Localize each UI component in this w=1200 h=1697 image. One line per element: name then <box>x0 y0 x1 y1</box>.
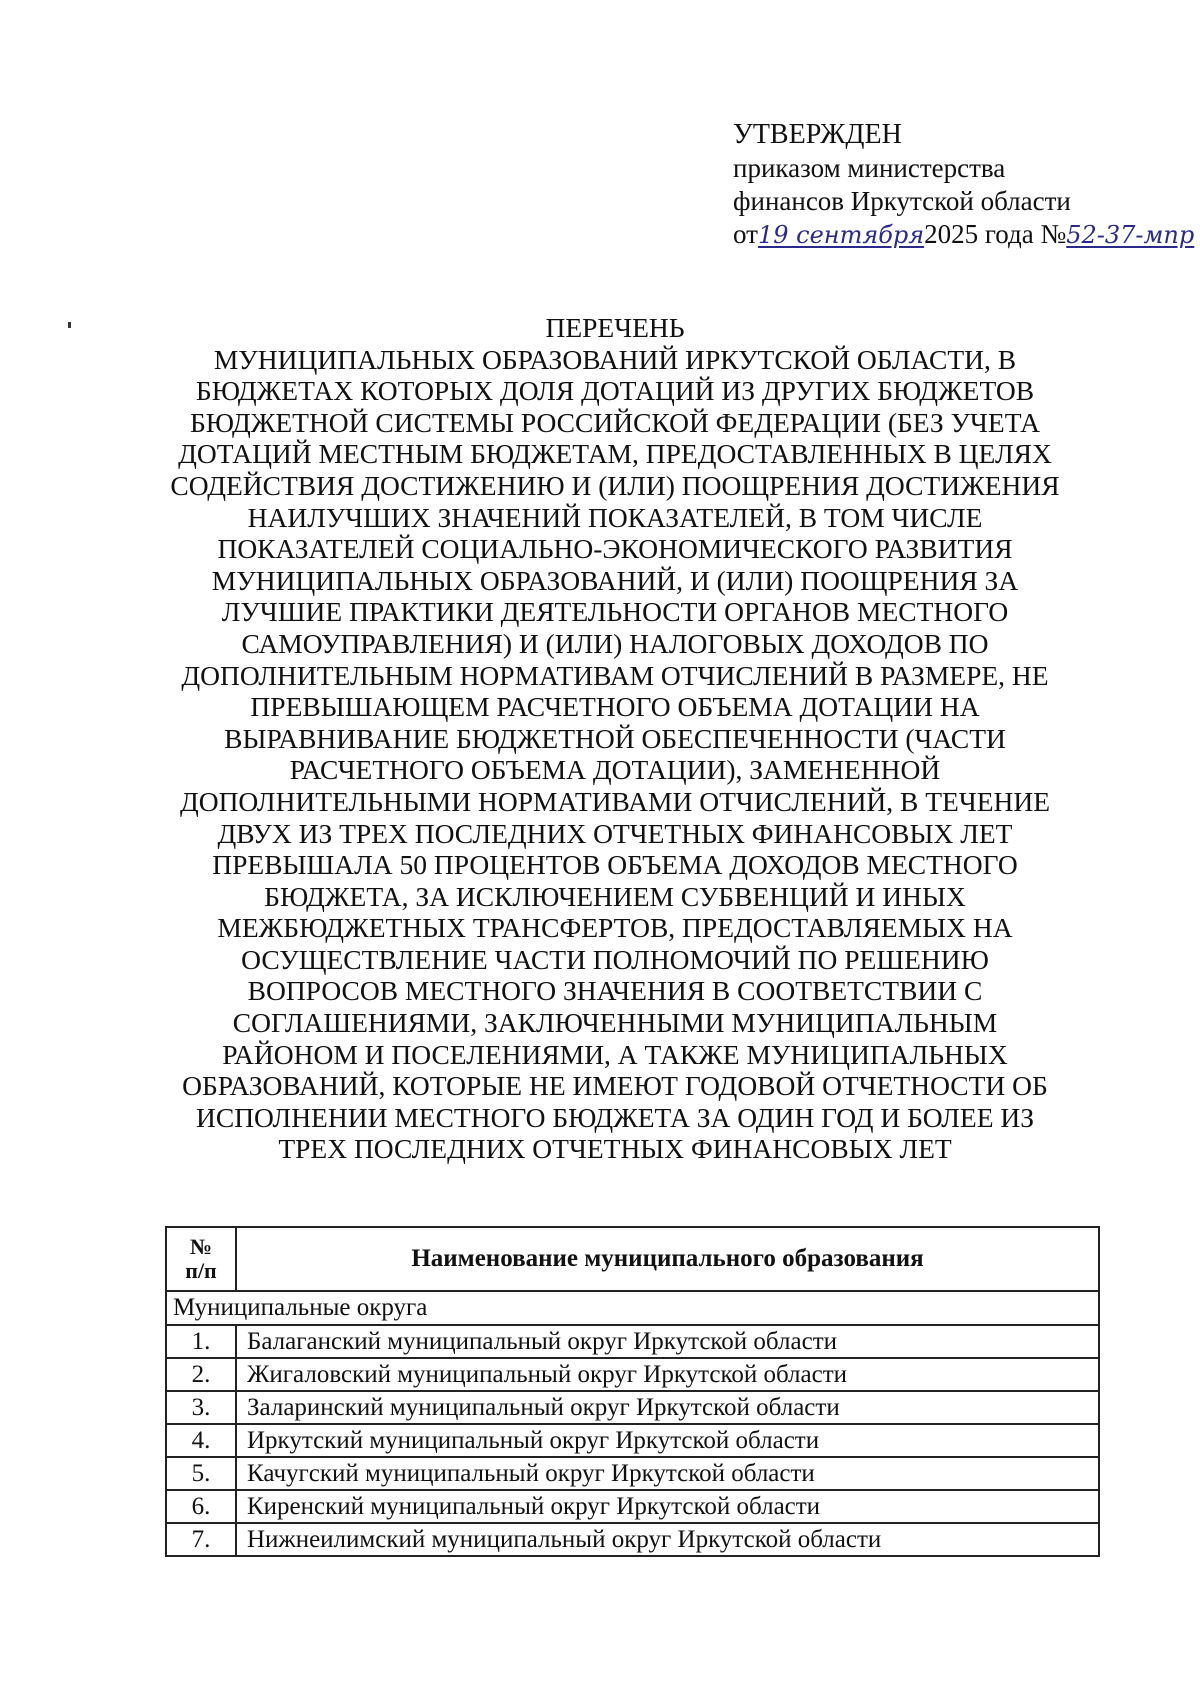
row-name: Иркутский муниципальный округ Иркутской области <box>236 1424 1099 1457</box>
row-name: Заларинский муниципальный округ Иркутской области <box>236 1391 1099 1424</box>
title-line: СОДЕЙСТВИЯ ДОСТИЖЕНИЮ И (ИЛИ) ПООЩРЕНИЯ ДОСТИЖЕНИЯ <box>170 469 1060 501</box>
title-line: ИСПОЛНЕНИИ МЕСТНОГО БЮДЖЕТА ЗА ОДИН ГОД И БОЛЕЕ ИЗ <box>196 1101 1034 1133</box>
title-line: РАСЧЕТНОГО ОБЪЕМА ДОТАЦИИ), ЗАМЕНЕННОЙ <box>289 754 941 786</box>
row-name: Качугский муниципальный округ Иркутской области <box>236 1457 1099 1490</box>
row-name: Киренский муниципальный округ Иркутской области <box>236 1490 1099 1523</box>
title-line: ДОПОЛНИТЕЛЬНЫМИ НОРМАТИВАМИ ОТЧИСЛЕНИЙ, В ТЕЧЕНИЕ <box>179 785 1051 817</box>
title-line: ЛУЧШИЕ ПРАКТИКИ ДЕЯТЕЛЬНОСТИ ОРГАНОВ МЕСТНОГО <box>221 596 1009 628</box>
table-row <box>166 1457 1099 1490</box>
title-line: ТРЕХ ПОСЛЕДНИХ ОТЧЕТНЫХ ФИНАНСОВЫХ ЛЕТ <box>278 1133 952 1165</box>
title-line: МУНИЦИПАЛЬНЫХ ОБРАЗОВАНИЙ ИРКУТСКОЙ ОБЛАСТИ, В <box>213 343 1017 375</box>
table-row <box>166 1325 1099 1358</box>
row-number: 4. <box>166 1424 236 1457</box>
header-number <box>166 1227 236 1291</box>
municipalities-table <box>165 1226 1100 1557</box>
section-row <box>166 1291 1099 1325</box>
title-line: ОБРАЗОВАНИЙ, КОТОРЫЕ НЕ ИМЕЮТ ГОДОВОЙ ОТЧЕТНОСТИ ОБ <box>182 1070 1048 1102</box>
title-line: БЮДЖЕТНОЙ СИСТЕМЫ РОССИЙСКОЙ ФЕДЕРАЦИИ (БЕЗ УЧЕТА <box>189 406 1041 438</box>
approval-line-ministry: финансов Иркутской области <box>733 186 1071 216</box>
row-name: Нижнеилимский муниципальный округ Иркутской области <box>236 1523 1099 1556</box>
document-title-block <box>150 312 1080 1165</box>
date-prefix: от <box>733 219 758 249</box>
document-type: ПЕРЕЧЕНЬ <box>545 312 685 343</box>
row-number: 7. <box>166 1523 236 1556</box>
table-row <box>166 1490 1099 1523</box>
table-row <box>166 1391 1099 1424</box>
header-number-line1: № <box>189 1234 213 1259</box>
approval-line-order: приказом министерства <box>733 153 1006 183</box>
title-line: БЮДЖЕТА, ЗА ИСКЛЮЧЕНИЕМ СУБВЕНЦИЙ И ИНЫХ <box>264 880 966 912</box>
title-line: БЮДЖЕТАХ КОТОРЫХ ДОЛЯ ДОТАЦИЙ ИЗ ДРУГИХ БЮДЖЕТОВ <box>195 375 1035 407</box>
approval-date-line <box>733 218 1194 252</box>
row-number: 2. <box>166 1358 236 1391</box>
row-number: 1. <box>166 1325 236 1358</box>
title-line: ДОПОЛНИТЕЛЬНЫМ НОРМАТИВАМ ОТЧИСЛЕНИЙ В РАЗМЕРЕ, НЕ <box>181 659 1049 691</box>
title-line: ВОПРОСОВ МЕСТНОГО ЗНАЧЕНИЯ В СООТВЕТСТВИИ С <box>247 975 983 1007</box>
title-line: ПРЕВЫШАЮЩЕМ РАСЧЕТНОГО ОБЪЕМА ДОТАЦИИ НА <box>250 691 980 723</box>
title-line: ПРЕВЫШАЛА 50 ПРОЦЕНТОВ ОБЪЕМА ДОХОДОВ МЕСТНОГО <box>212 849 1018 881</box>
row-number: 5. <box>166 1457 236 1490</box>
title-line: ДВУХ ИЗ ТРЕХ ПОСЛЕДНИХ ОТЧЕТНЫХ ФИНАНСОВЫХ ЛЕТ <box>217 817 1013 849</box>
table-row <box>166 1523 1099 1556</box>
approval-stamp <box>733 118 1194 252</box>
title-line: ОСУЩЕСТВЛЕНИЕ ЧАСТИ ПОЛНОМОЧИЙ ПО РЕШЕНИЮ <box>241 943 989 975</box>
date-year: 2025 года № <box>924 219 1067 249</box>
handwritten-date: 19 сентября <box>757 221 925 249</box>
header-name: Наименование муниципального образования <box>236 1227 1099 1291</box>
handwritten-number: 52-37-мпр <box>1066 221 1195 249</box>
row-number: 6. <box>166 1490 236 1523</box>
table-row <box>166 1358 1099 1391</box>
scan-speck <box>68 322 71 328</box>
approval-heading: УТВЕРЖДЕН <box>733 119 902 150</box>
title-line: МЕЖБЮДЖЕТНЫХ ТРАНСФЕРТОВ, ПРЕДОСТАВЛЯЕМЫХ НА <box>217 912 1013 944</box>
title-line: МУНИЦИПАЛЬНЫХ ОБРАЗОВАНИЙ, И (ИЛИ) ПООЩРЕНИЯ ЗА <box>211 564 1019 596</box>
title-line: ДОТАЦИЙ МЕСТНЫМ БЮДЖЕТАМ, ПРЕДОСТАВЛЕННЫХ В ЦЕЛЯХ <box>178 438 1052 470</box>
title-line: СОГЛАШЕНИЯМИ, ЗАКЛЮЧЕННЫМИ МУНИЦИПАЛЬНЫМ <box>232 1007 998 1039</box>
document-title <box>150 344 1080 1165</box>
title-line: САМОУПРАВЛЕНИЯ) И (ИЛИ) НАЛОГОВЫХ ДОХОДОВ ПО <box>241 627 989 659</box>
title-line: РАЙОНОМ И ПОСЕЛЕНИЯМИ, А ТАКЖЕ МУНИЦИПАЛЬНЫХ <box>222 1038 1008 1070</box>
section-label: Муниципальные округа <box>166 1291 1099 1325</box>
table-row <box>166 1424 1099 1457</box>
header-number-line2: п/п <box>185 1258 217 1283</box>
title-line: ПОКАЗАТЕЛЕЙ СОЦИАЛЬНО-ЭКОНОМИЧЕСКОГО РАЗВИТИЯ <box>217 533 1013 565</box>
row-number: 3. <box>166 1391 236 1424</box>
title-line: ВЫРАВНИВАНИЕ БЮДЖЕТНОЙ ОБЕСПЕЧЕННОСТИ (ЧАСТИ <box>224 722 1006 754</box>
row-name: Балаганский муниципальный округ Иркутской области <box>236 1325 1099 1358</box>
title-line: НАИЛУЧШИХ ЗНАЧЕНИЙ ПОКАЗАТЕЛЕЙ, В ТОМ ЧИСЛЕ <box>247 501 983 533</box>
row-name: Жигаловский муниципальный округ Иркутской области <box>236 1358 1099 1391</box>
